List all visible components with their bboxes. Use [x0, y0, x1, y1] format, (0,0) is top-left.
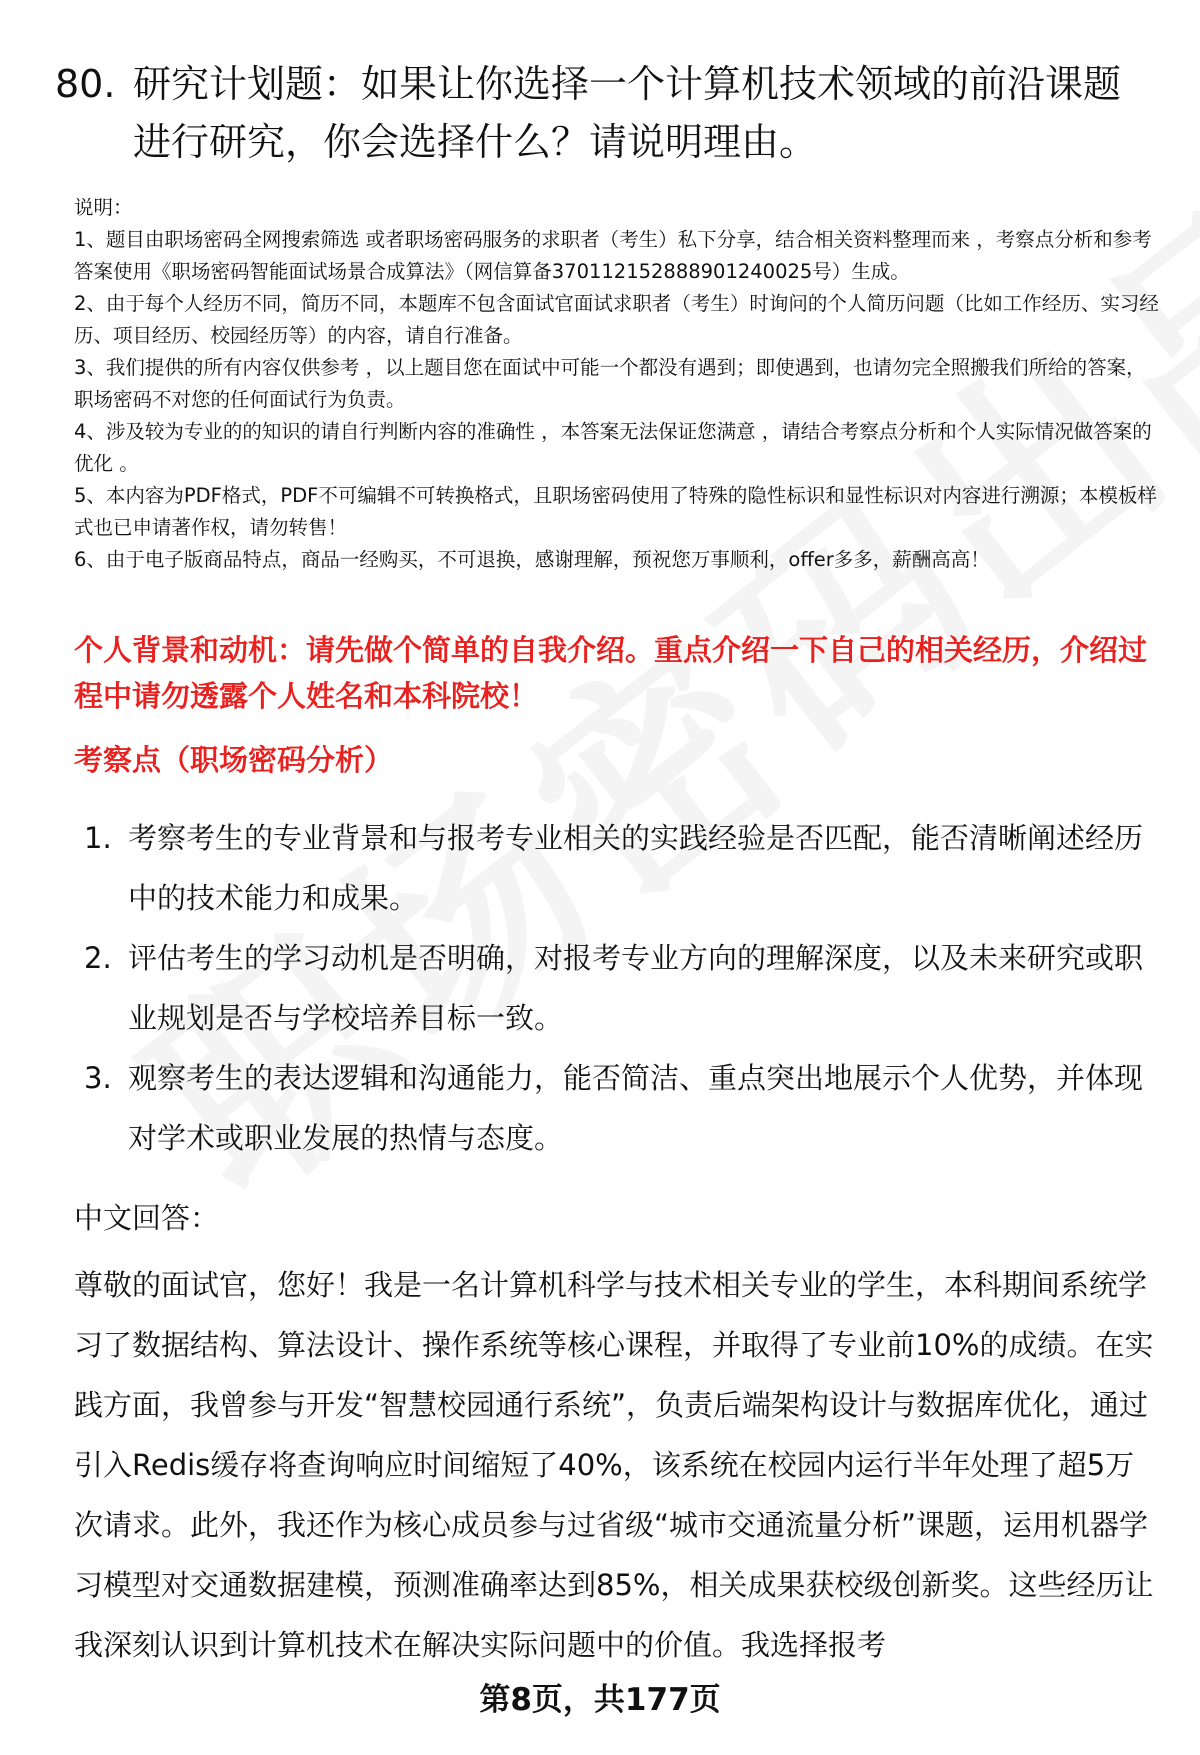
question-number: 80.	[55, 62, 116, 106]
list-item	[84, 928, 1164, 1048]
notes-item: 2、由于每个人经历不同，简历不同，本题库不包含面试官面试求职者（考生）时询问的个人简历问题（比如工作经历、实习经历、项目经历、校园经历等）的内容，请自行准备。	[74, 292, 1159, 347]
analysis-title: 考察点（职场密码分析）	[74, 743, 394, 777]
notes-title: 说明：	[74, 196, 133, 219]
question-text: 研究计划题：如果让你选择一个计算机技术领域的前沿课题进行研究，你会选择什么？请说明理由。	[133, 62, 1122, 164]
notes-item: 3、我们提供的所有内容仅供参考 ，以上题目您在面试中可能一个都没有遇到；即使遇到，也请勿完全照搬我们所给的答案，职场密码不对您的任何面试行为负责。	[74, 356, 1146, 411]
notes-item: 4、涉及较为专业的的知识的请自行判断内容的准确性 ，本答案无法保证您满意 ，请结合考察点分析和个人实际情况做答案的优化 。	[74, 420, 1152, 475]
point-number: 1.	[84, 821, 112, 855]
section-heading: 个人背景和动机：请先做个简单的自我介绍。重点介绍一下自己的相关经历，介绍过程中请勿透露个人姓名和本科院校！	[74, 633, 1148, 713]
notes-item: 1、题目由职场密码全网搜索筛选 或者职场密码服务的求职者（考生）私下分享，结合相关资料整理而来 ，考察点分析和参考答案使用《职场密码智能面试场景合成算法》（网信算备370112152888901240025号）生成。	[74, 228, 1152, 283]
question-heading	[55, 55, 1155, 171]
point-text: 评估考生的学习动机是否明确，对报考专业方向的理解深度，以及未来研究或职业规划是否与学校培养目标一致。	[128, 941, 1144, 1035]
answer-label: 中文回答：	[74, 1201, 220, 1235]
notes-section	[74, 192, 1160, 576]
point-number: 2.	[84, 941, 112, 975]
list-item	[84, 808, 1164, 928]
notes-item: 5、本内容为PDF格式，PDF不可编辑不可转换格式，且职场密码使用了特殊的隐性标识和显性标识对内容进行溯源；本模板样式也已申请著作权，请勿转售！	[74, 484, 1157, 539]
point-text: 观察考生的表达逻辑和沟通能力，能否简洁、重点突出地展示个人优势，并体现对学术或职业发展的热情与态度。	[128, 1061, 1144, 1155]
page-footer: 第8页，共177页	[479, 1682, 721, 1718]
answer-body: 尊敬的面试官，您好！我是一名计算机科学与技术相关专业的学生，本科期间系统学习了数据结构、算法设计、操作系统等核心课程，并取得了专业前10%的成绩。在实践方面，我曾参与开发“智慧校园通行系统”，负责后端架构设计与数据库优化，通过引入Redis缓存将查询响应时间缩短了40%，该系统在校园内运行半年处理了超5万次请求。此外，我还作为核心成员参与过省级“城市交通流量分析”课题，运用机器学习模型对交通数据建模，预测准确率达到85%，相关成果获校级创新奖。这些经历让我深刻认识到计算机技术在解决实际问题中的价值。我选择报考	[74, 1268, 1154, 1662]
point-number: 3.	[84, 1061, 112, 1095]
notes-item: 6、由于电子版商品特点，商品一经购买，不可退换，感谢理解，预祝您万事顺利，offer多多，薪酬高高！	[74, 548, 990, 571]
list-item	[84, 1048, 1164, 1168]
point-text: 考察考生的专业背景和与报考专业相关的实践经验是否匹配，能否清晰阐述经历中的技术能力和成果。	[128, 821, 1144, 915]
analysis-points	[84, 808, 1164, 1168]
